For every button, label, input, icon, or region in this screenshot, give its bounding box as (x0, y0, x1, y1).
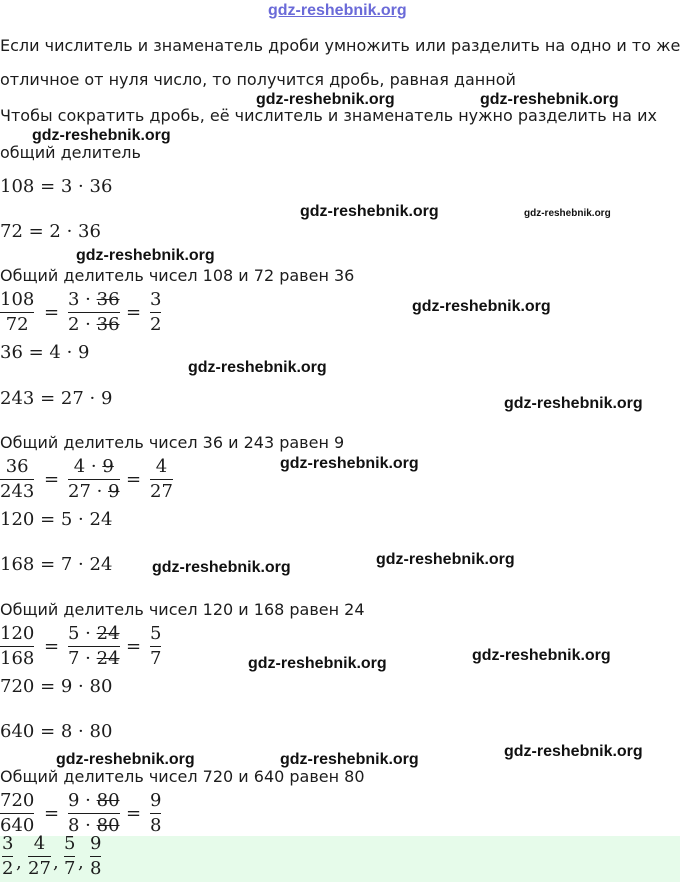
rule-text-line-1: Если числитель и знаменатель дроби умножить или разделить на одно и то же (0, 36, 680, 55)
gcd-statement: Общий делитель чисел 36 и 243 равен 9 (0, 433, 345, 452)
answer-panel (0, 833, 680, 882)
equation: 72 = 2 · 36 (0, 221, 101, 242)
watermark: gdz-reshebnik.org (248, 655, 387, 672)
watermark: gdz-reshebnik.org (188, 359, 327, 376)
equals-sign: = (126, 302, 142, 323)
comma: , (53, 852, 59, 873)
watermark: gdz-reshebnik.org (256, 91, 395, 108)
equation: 120 = 5 · 24 (0, 509, 113, 530)
watermark: gdz-reshebnik.org (300, 203, 439, 220)
fraction-factored: 9 · 80 8 · 80 (68, 791, 120, 836)
gcd-statement: Общий делитель чисел 108 и 72 равен 36 (0, 266, 355, 285)
fraction-result: 3 2 (150, 290, 162, 335)
equals-sign: = (126, 803, 142, 824)
fraction-original: 120 168 (0, 624, 35, 669)
answer-fraction: 9 8 (90, 833, 102, 879)
comma: , (78, 852, 84, 873)
fraction-original: 720 640 (0, 791, 35, 836)
equation: 243 = 27 · 9 (0, 388, 113, 409)
fraction-original: 108 72 (0, 290, 35, 335)
equals-sign: = (44, 803, 60, 824)
watermark: gdz-reshebnik.org (412, 298, 551, 315)
rule-text-line-4: общий делитель (0, 143, 141, 162)
equation: 36 = 4 · 9 (0, 342, 90, 363)
gcd-statement: Общий делитель чисел 120 и 168 равен 24 (0, 600, 365, 619)
comma: , (16, 852, 22, 873)
answer-fraction: 5 7 (64, 833, 76, 879)
equals-sign: = (44, 636, 60, 657)
equation: 640 = 8 · 80 (0, 721, 113, 742)
fraction-original: 36 243 (0, 457, 35, 502)
fraction-result: 5 7 (150, 624, 162, 669)
watermark: gdz-reshebnik.org (280, 455, 419, 472)
fraction-result: 4 27 (150, 457, 173, 502)
watermark-small: gdz-reshebnik.org (524, 208, 611, 219)
equals-sign: = (126, 636, 142, 657)
equation: 168 = 7 · 24 (0, 554, 113, 575)
equation: 720 = 9 · 80 (0, 676, 113, 697)
equals-sign: = (44, 302, 60, 323)
watermark: gdz-reshebnik.org (280, 751, 419, 768)
watermark: gdz-reshebnik.org (32, 127, 171, 144)
fraction-factored: 4 · 9 27 · 9 (68, 457, 120, 502)
watermark: gdz-reshebnik.org (152, 559, 291, 576)
equals-sign: = (126, 469, 142, 490)
answer-fraction: 4 27 (28, 833, 51, 879)
gcd-statement: Общий делитель чисел 720 и 640 равен 80 (0, 767, 365, 786)
watermark: gdz-reshebnik.org (76, 247, 215, 264)
fraction-result: 9 8 (150, 791, 162, 836)
watermark: gdz-reshebnik.org (480, 91, 619, 108)
rule-text-line-3: Чтобы сократить дробь, её числитель и знаменатель нужно разделить на их (0, 106, 657, 125)
watermark: gdz-reshebnik.org (472, 647, 611, 664)
answer-fraction: 3 2 (2, 833, 14, 879)
equals-sign: = (44, 469, 60, 490)
rule-text-line-2: отличное от нуля число, то получится дробь, равная данной (0, 70, 516, 89)
fraction-factored: 3 · 36 2 · 36 (68, 290, 120, 335)
fraction-factored: 5 · 24 7 · 24 (68, 624, 120, 669)
watermark-top: gdz-reshebnik.org (268, 2, 407, 19)
watermark: gdz-reshebnik.org (504, 395, 643, 412)
watermark: gdz-reshebnik.org (504, 743, 643, 760)
equation: 108 = 3 · 36 (0, 176, 113, 197)
watermark: gdz-reshebnik.org (56, 751, 195, 768)
watermark: gdz-reshebnik.org (376, 551, 515, 568)
